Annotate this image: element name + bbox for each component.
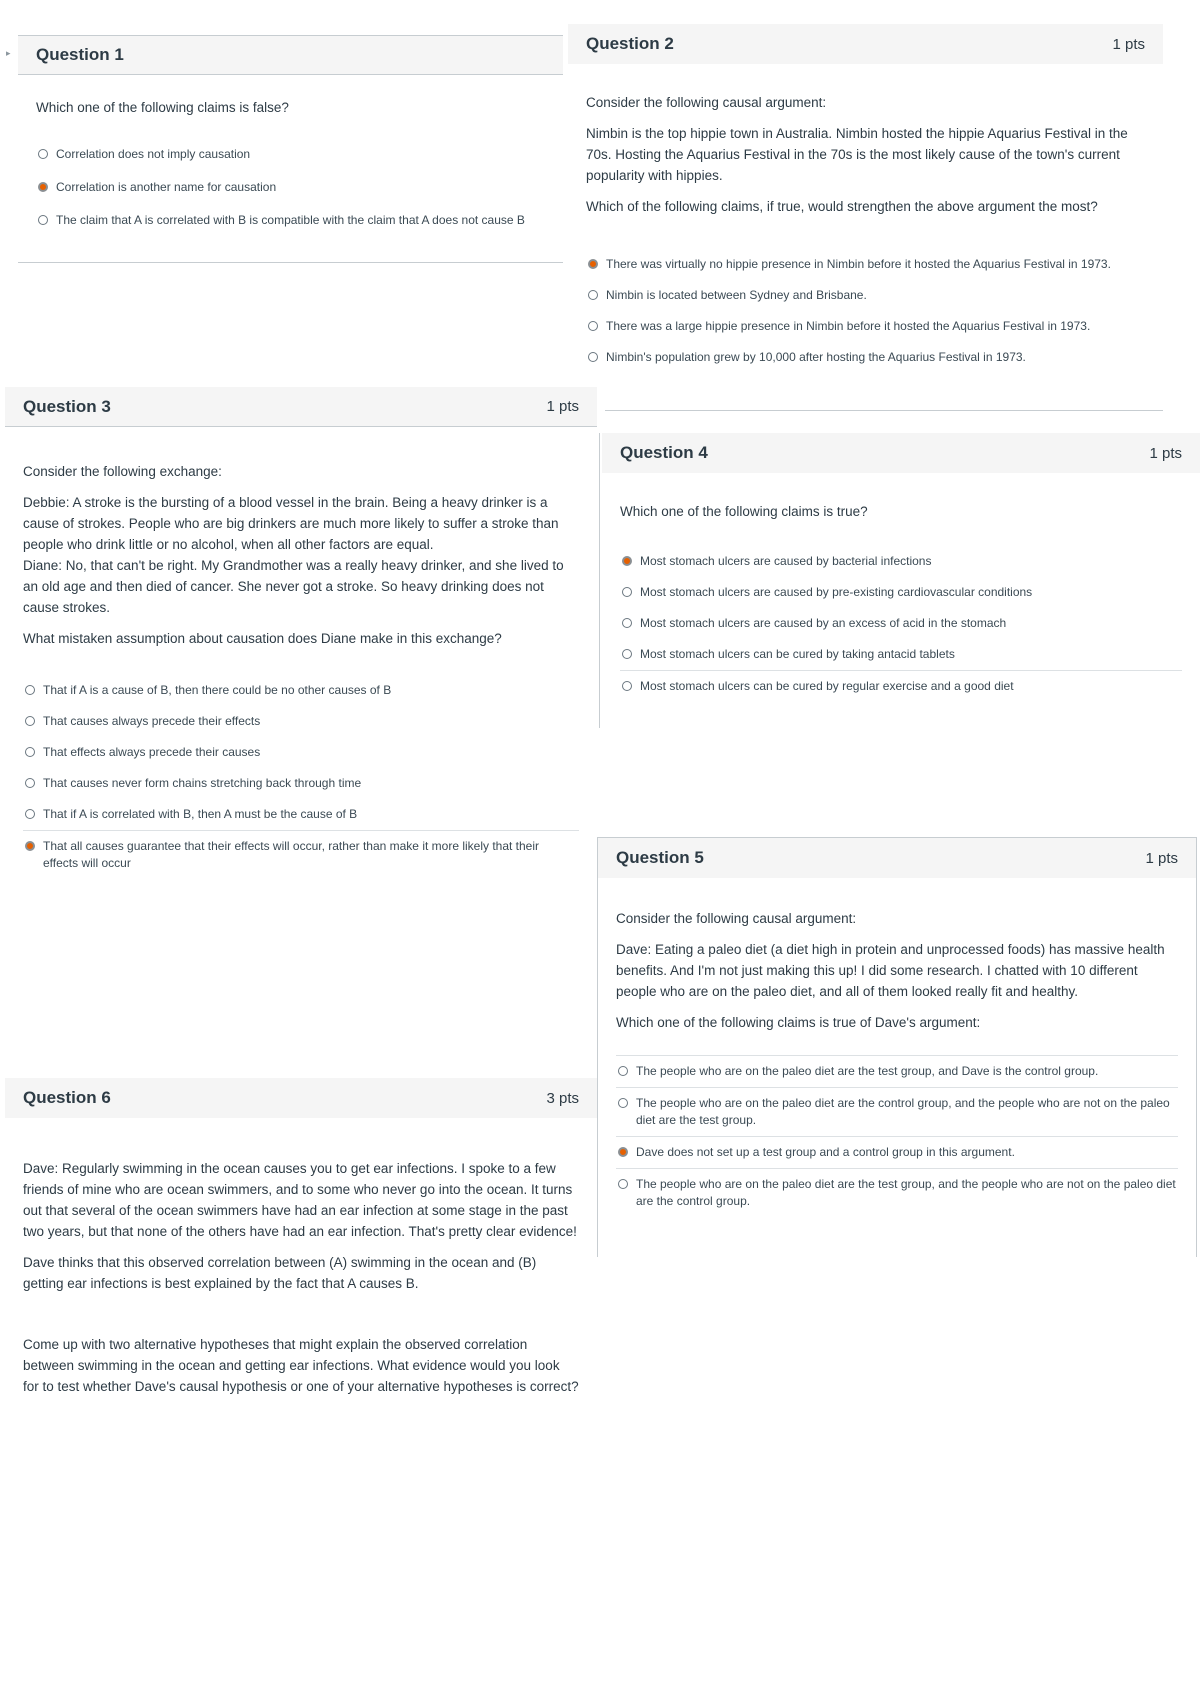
radio-button[interactable] xyxy=(622,681,632,691)
question-3-prompt: What mistaken assumption about causation does Diane make in this exchange? xyxy=(23,631,502,646)
question-4-header xyxy=(602,433,1200,473)
answer-option[interactable]: Most stomach ulcers can be cured by regular exercise and a good diet xyxy=(620,670,1182,702)
question-4-answers xyxy=(620,546,1182,702)
radio-button-selected[interactable] xyxy=(622,556,632,566)
question-5-title: Question 5 xyxy=(616,848,704,867)
question-6 xyxy=(5,1078,597,1407)
question-3-header xyxy=(5,387,597,427)
radio-button[interactable] xyxy=(618,1066,628,1076)
question-4 xyxy=(602,433,1200,702)
question-6-paragraph-2: Dave thinks that this observed correlation between (A) swimming in the ocean and (B) getting ear infections is best explained by the fact that A causes B. xyxy=(23,1255,537,1291)
answer-option[interactable]: Correlation does not imply causation xyxy=(36,138,545,171)
question-1-title: Question 1 xyxy=(36,45,124,64)
question-5-prompt: Which one of the following claims is true of Dave's argument: xyxy=(616,1015,981,1030)
question-2-header xyxy=(568,24,1163,64)
radio-button[interactable] xyxy=(25,747,35,757)
question-2-argument: Nimbin is the top hippie town in Australia. Nimbin hosted the hippie Aquarius Festival in the 70s. Hosting the Aquarius Festival in the 70s is the most likely cause of the town's current popularity with hippies. xyxy=(586,126,1128,183)
radio-button-selected[interactable] xyxy=(38,182,48,192)
question-2-prompt: Which of the following claims, if true, would strengthen the above argument the most? xyxy=(586,199,1098,214)
answer-option[interactable]: The people who are on the paleo diet are the control group, and the people who are not on the paleo diet are the test group. xyxy=(616,1087,1178,1136)
radio-button[interactable] xyxy=(25,685,35,695)
answer-option[interactable]: Nimbin's population grew by 10,000 after hosting the Aquarius Festival in 1973. xyxy=(586,342,1145,373)
question-4-points: 1 pts xyxy=(1149,444,1182,462)
question-4-prompt: Which one of the following claims is true? xyxy=(620,504,868,519)
radio-button[interactable] xyxy=(622,649,632,659)
radio-button[interactable] xyxy=(25,778,35,788)
question-5-intro: Consider the following causal argument: xyxy=(616,911,857,926)
answer-option[interactable]: The claim that A is correlated with B is compatible with the claim that A does not cause B xyxy=(36,204,545,237)
answer-option[interactable]: Correlation is another name for causation xyxy=(36,171,545,204)
answer-option[interactable]: There was virtually no hippie presence in Nimbin before it hosted the Aquarius Festival in 1973. xyxy=(586,249,1145,280)
answer-option[interactable]: That all causes guarantee that their effects will occur, rather than make it more likely that their effects will occur xyxy=(23,830,579,879)
question-2-points: 1 pts xyxy=(1112,35,1145,53)
answer-option[interactable]: That causes never form chains stretching back through time xyxy=(23,768,579,799)
answer-option[interactable]: Most stomach ulcers are caused by an excess of acid in the stomach xyxy=(620,608,1182,639)
question-5 xyxy=(597,837,1197,1257)
radio-button[interactable] xyxy=(25,716,35,726)
question-6-header xyxy=(5,1078,597,1118)
question-3-points: 1 pts xyxy=(546,398,579,415)
question-1-prompt: Which one of the following claims is false? xyxy=(36,100,289,115)
question-5-points: 1 pts xyxy=(1145,849,1178,867)
question-5-header xyxy=(598,838,1196,878)
answer-option[interactable]: The people who are on the paleo diet are the test group, and the people who are not on the paleo diet are the control group. xyxy=(616,1168,1178,1217)
question-6-paragraph-1: Dave: Regularly swimming in the ocean causes you to get ear infections. I spoke to a few friends of mine who are ocean swimmers, and to some who never go into the ocean. It turns out that several of the ocean swimmers have had an ear infection at some stage in the past two years, but that none of the others have had an ear infection. That's pretty clear evidence! xyxy=(23,1161,577,1239)
collapse-caret-icon[interactable]: ▸ xyxy=(6,48,11,58)
question-2-answers xyxy=(586,249,1145,373)
question-3 xyxy=(5,387,597,879)
question-1-answers xyxy=(36,138,545,237)
radio-button[interactable] xyxy=(622,618,632,628)
radio-button[interactable] xyxy=(588,352,598,362)
answer-option[interactable]: That causes always precede their effects xyxy=(23,706,579,737)
radio-button-selected[interactable] xyxy=(588,259,598,269)
question-3-diane: Diane: No, that can't be right. My Grandmother was a really heavy drinker, and she lived to an old age and then died of cancer. She never got a stroke. So heavy drinking does not cause strokes. xyxy=(23,558,564,615)
radio-button-selected[interactable] xyxy=(25,841,35,851)
radio-button[interactable] xyxy=(588,290,598,300)
question-6-title: Question 6 xyxy=(23,1088,111,1107)
question-3-intro: Consider the following exchange: xyxy=(23,464,222,479)
answer-option[interactable]: Nimbin is located between Sydney and Brisbane. xyxy=(586,280,1145,311)
answer-option[interactable]: That if A is correlated with B, then A must be the cause of B xyxy=(23,799,579,830)
radio-button-selected[interactable] xyxy=(618,1147,628,1157)
answer-option[interactable]: Most stomach ulcers are caused by bacterial infections xyxy=(620,546,1182,577)
answer-option[interactable]: Most stomach ulcers are caused by pre-existing cardiovascular conditions xyxy=(620,577,1182,608)
radio-button[interactable] xyxy=(588,321,598,331)
divider xyxy=(605,410,1163,411)
answer-option[interactable]: That effects always precede their causes xyxy=(23,737,579,768)
question-1 xyxy=(18,35,563,237)
question-2 xyxy=(568,24,1163,373)
radio-button[interactable] xyxy=(38,215,48,225)
radio-button[interactable] xyxy=(618,1179,628,1189)
question-5-answers xyxy=(616,1055,1178,1217)
radio-button[interactable] xyxy=(622,587,632,597)
question-3-title: Question 3 xyxy=(23,396,111,416)
answer-option[interactable]: Most stomach ulcers can be cured by taking antacid tablets xyxy=(620,639,1182,670)
radio-button[interactable] xyxy=(38,149,48,159)
answer-option[interactable]: That if A is a cause of B, then there could be no other causes of B xyxy=(23,675,579,706)
question-2-title: Question 2 xyxy=(586,34,674,53)
question-2-intro: Consider the following causal argument: xyxy=(586,95,827,110)
question-4-title: Question 4 xyxy=(620,443,708,462)
radio-button[interactable] xyxy=(25,809,35,819)
divider xyxy=(599,433,600,728)
divider xyxy=(18,262,563,263)
radio-button[interactable] xyxy=(618,1098,628,1108)
question-3-answers xyxy=(23,675,579,879)
question-6-points: 3 pts xyxy=(546,1089,579,1107)
answer-option[interactable]: The people who are on the paleo diet are the test group, and Dave is the control group. xyxy=(616,1055,1178,1087)
question-5-argument: Dave: Eating a paleo diet (a diet high in protein and unprocessed foods) has massive health benefits. And I'm not just making this up! I did some research. I chatted with 10 different people who are on the paleo diet, and all of them looked really fit and healthy. xyxy=(616,942,1165,999)
question-6-paragraph-3: Come up with two alternative hypotheses that might explain the observed correlation between swimming in the ocean and getting ear infections. What evidence would you look for to test whether Dave's causal hypothesis or one of your alternative hypotheses is correct? xyxy=(23,1337,579,1394)
answer-option[interactable]: There was a large hippie presence in Nimbin before it hosted the Aquarius Festival in 1973. xyxy=(586,311,1145,342)
question-3-debbie: Debbie: A stroke is the bursting of a blood vessel in the brain. Being a heavy drinker is a cause of strokes. People who are big drinkers are much more likely to suffer a stroke than people who drink little or no alcohol, when all other factors are equal. xyxy=(23,495,559,552)
question-1-header xyxy=(18,35,563,75)
answer-option[interactable]: Dave does not set up a test group and a control group in this argument. xyxy=(616,1136,1178,1168)
